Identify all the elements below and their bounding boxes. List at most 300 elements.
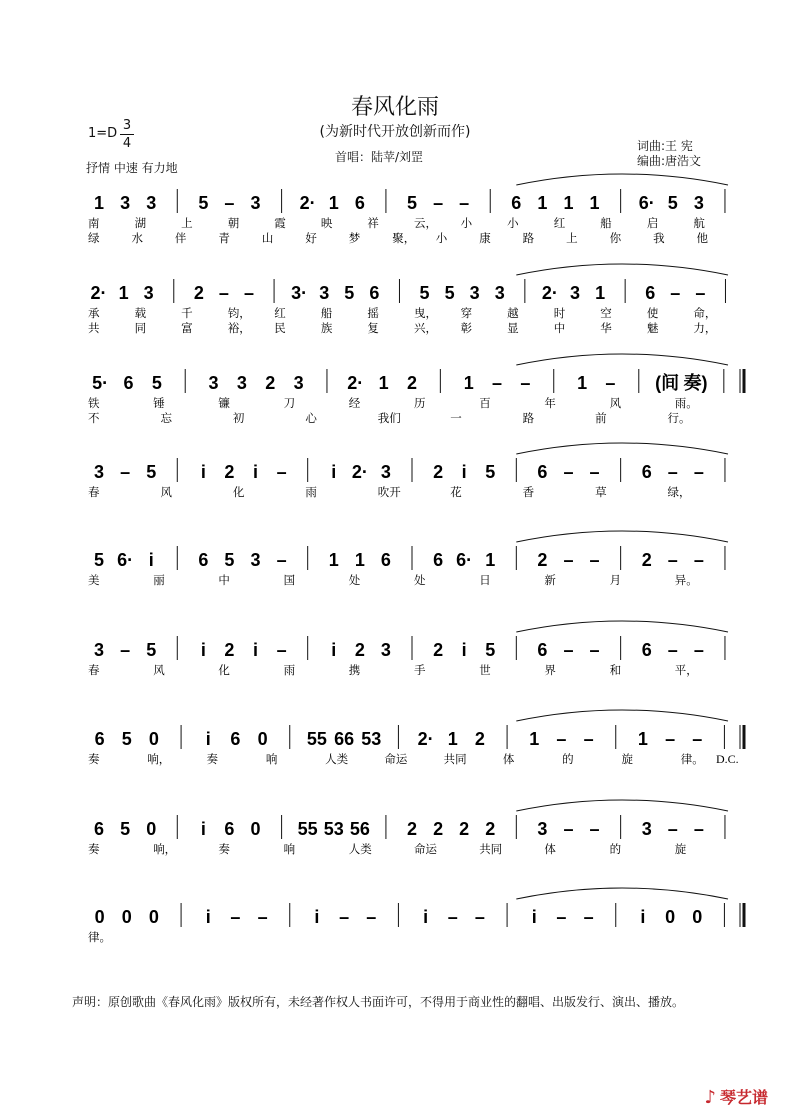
lyric: 携: [348, 663, 361, 677]
note: –: [563, 462, 574, 482]
lyric: 绿: [88, 231, 100, 245]
note: 1: [595, 283, 606, 303]
note: 0: [250, 819, 261, 839]
note: 55: [306, 729, 327, 749]
lyric: 国: [283, 573, 296, 587]
lyric: 我们: [377, 411, 401, 425]
lyric: 命运: [384, 752, 408, 766]
note: –: [693, 550, 704, 570]
lyric: 前: [595, 411, 607, 425]
note: 1: [577, 373, 588, 393]
song-title: 春风化雨: [350, 95, 439, 120]
note: 3: [250, 550, 261, 570]
note: –: [667, 640, 678, 660]
note: 1: [118, 283, 129, 303]
lyric: 南: [88, 216, 100, 230]
lyric: 草: [595, 485, 607, 499]
note: 6: [224, 819, 235, 839]
note: 3: [208, 373, 219, 393]
note: 奏): [683, 373, 708, 393]
note: –: [276, 462, 287, 482]
lyric: 康: [479, 231, 491, 245]
note: 5: [121, 729, 132, 749]
note: 2: [406, 819, 418, 839]
note: 0: [146, 819, 157, 839]
note: 3: [380, 462, 391, 482]
lyric: 绿，: [667, 485, 691, 499]
note: 3: [537, 819, 548, 839]
note: 3: [120, 193, 131, 213]
note: –: [230, 907, 241, 927]
note: i: [423, 907, 429, 927]
note: 2: [433, 462, 444, 482]
lyric: 霞: [274, 216, 286, 230]
lyric: 风: [153, 663, 165, 677]
time-signature-bottom: 4: [122, 136, 132, 151]
note: 5: [406, 193, 418, 213]
lyric: 船: [320, 306, 333, 320]
lyric: 千: [181, 306, 193, 320]
note: 3: [236, 373, 247, 393]
slur: [516, 354, 728, 365]
lyric: 响: [283, 842, 296, 856]
lyric: 的: [562, 752, 574, 766]
lyric: 越: [507, 306, 519, 320]
note: –: [589, 640, 600, 660]
note: –: [120, 640, 131, 660]
note: 0: [665, 907, 676, 927]
tempo-marking: 抒情 中速 有力地: [86, 161, 178, 175]
note: 5: [485, 462, 496, 482]
note: i: [200, 462, 206, 482]
note: –: [563, 819, 574, 839]
note: –: [556, 907, 567, 927]
lyric: 美: [88, 573, 100, 587]
note: –: [224, 193, 235, 213]
lyric: 曳，: [414, 306, 437, 320]
note: 3·: [291, 283, 308, 303]
lyric: 承: [88, 306, 100, 320]
note: 5·: [92, 373, 109, 393]
lyric: 水: [131, 231, 143, 245]
note: 2: [459, 819, 470, 839]
site-logo[interactable]: [704, 1085, 768, 1108]
lyric: 雨: [305, 485, 317, 499]
note: 1: [447, 729, 458, 749]
note: 5: [485, 640, 496, 660]
lyric: 雨。: [674, 396, 698, 410]
note: 1: [463, 373, 474, 393]
lyric: 初: [232, 411, 245, 425]
lyric: 湖: [134, 216, 147, 230]
note: 55: [297, 819, 318, 839]
arranger-credit: 编曲:唐浩文: [637, 154, 702, 168]
note: i: [461, 462, 467, 482]
lyric: 异。: [674, 573, 698, 587]
lyric: 响: [265, 752, 278, 766]
lyric: 一: [450, 411, 462, 425]
note: 1: [328, 193, 339, 213]
note: 6: [641, 640, 652, 660]
dc-marking: D.C.: [716, 752, 739, 766]
note: i: [640, 907, 646, 927]
note: 1: [637, 729, 648, 749]
lyric: 钧，: [227, 306, 251, 320]
note: 56: [349, 819, 370, 839]
note: 53: [323, 819, 344, 839]
note: 6: [537, 462, 548, 482]
lyric: 和: [609, 663, 622, 677]
lyric: 中: [553, 321, 566, 335]
note: 2: [224, 640, 235, 660]
lyric: 红: [274, 306, 286, 320]
note: 6: [94, 729, 105, 749]
lyric: 旋: [674, 842, 687, 856]
lyric: 界: [544, 663, 556, 677]
lyric: 经: [348, 396, 361, 410]
note: –: [665, 729, 676, 749]
lyric: 处: [348, 573, 361, 587]
note: 2·: [347, 373, 364, 393]
lyric: 上: [566, 231, 578, 245]
lyric: 显: [507, 321, 519, 335]
note: 3: [146, 193, 157, 213]
lyric: 月: [609, 573, 622, 587]
slur: [516, 621, 728, 632]
note: 3: [94, 640, 105, 660]
lyric: 风: [609, 396, 622, 410]
note: 5: [667, 193, 678, 213]
note: 5: [94, 550, 105, 570]
music-note-icon: ♪: [704, 1087, 716, 1108]
lyric: 裕，: [227, 321, 251, 335]
lyric: 的: [609, 842, 622, 856]
note: 2: [265, 373, 276, 393]
lyric: 吹开: [377, 485, 401, 499]
logo-text: 琴艺谱: [719, 1088, 768, 1107]
note: 3: [569, 283, 581, 303]
lyric: 奏: [88, 842, 100, 856]
note: 6: [380, 550, 391, 570]
note: –: [218, 283, 229, 303]
note: 2: [354, 640, 365, 660]
lyric: 奏: [88, 752, 100, 766]
lyric: 启: [646, 216, 659, 230]
note: 1: [94, 193, 105, 213]
note: 3: [250, 193, 261, 213]
note: 6: [641, 462, 652, 482]
slur: [516, 710, 728, 721]
note: 2·: [417, 729, 434, 749]
lyric: 力，: [693, 321, 717, 335]
note: 2·: [90, 283, 107, 303]
note: 3: [494, 283, 505, 303]
note: 6: [354, 193, 365, 213]
lyric: 旋: [621, 752, 633, 766]
note: 1: [529, 729, 540, 749]
note: 3: [641, 819, 652, 839]
key-signature: 1=D: [88, 126, 118, 141]
note: –: [583, 729, 594, 749]
lyric: 律。: [680, 752, 704, 766]
note: i: [200, 640, 206, 660]
lyric: 刀: [283, 396, 296, 410]
note: –: [695, 283, 706, 303]
note: 5: [151, 373, 162, 393]
note: 2: [485, 819, 496, 839]
note: i: [314, 907, 320, 927]
lyric: 彰: [460, 321, 473, 335]
lyric: 人类: [325, 752, 349, 766]
note: 3: [143, 283, 154, 303]
note: 5: [419, 283, 430, 303]
note: 6·: [117, 550, 134, 570]
note: 2: [537, 550, 548, 570]
note: i: [531, 907, 537, 927]
note: –: [589, 819, 600, 839]
lyric: 使: [646, 306, 659, 320]
lyric: 空: [600, 306, 612, 320]
lyric: 命，: [693, 306, 717, 320]
lyric: 你: [609, 231, 622, 245]
note: 6: [94, 819, 105, 839]
lyric: 兴，: [414, 321, 437, 335]
note: –: [474, 907, 485, 927]
lyric: 化: [232, 485, 245, 499]
note: i: [461, 640, 467, 660]
lyric: 奏: [206, 752, 219, 766]
note: –: [556, 729, 567, 749]
note: –: [276, 640, 287, 660]
note: –: [693, 640, 704, 660]
note: (间: [655, 373, 680, 393]
note: –: [447, 907, 458, 927]
note: 2: [641, 550, 652, 570]
lyric: 民: [274, 321, 286, 335]
slur: [516, 888, 728, 899]
lyric: 响，: [147, 752, 171, 766]
note: 6·: [638, 193, 655, 213]
lyric: 上: [181, 216, 193, 230]
note: 2: [224, 462, 235, 482]
lyric: 处: [414, 573, 426, 587]
lyric: 命运: [414, 842, 437, 856]
note: 6: [433, 550, 444, 570]
note: 0: [148, 729, 159, 749]
lyric: 锤: [153, 396, 165, 410]
lyric: 小: [435, 231, 448, 245]
lyric: 小: [460, 216, 473, 230]
note: –: [667, 550, 678, 570]
lyric: 华: [600, 321, 612, 335]
lyric: 路: [522, 411, 535, 425]
lyric: 丽: [153, 573, 165, 587]
note: 0: [257, 729, 268, 749]
note: 0: [121, 907, 132, 927]
note: 2: [433, 819, 444, 839]
lyric: 复: [367, 321, 379, 335]
note: 5: [120, 819, 131, 839]
note: –: [366, 907, 377, 927]
lyric: 共同: [479, 842, 503, 856]
note: 5: [198, 193, 209, 213]
note: –: [520, 373, 531, 393]
slur: [516, 174, 728, 185]
lyric: 共同: [443, 752, 467, 766]
note: –: [459, 193, 470, 213]
note: i: [331, 640, 337, 660]
note: 5: [146, 640, 157, 660]
note: 6: [198, 550, 209, 570]
lyric: 伴: [174, 231, 187, 245]
note: i: [205, 907, 211, 927]
lyric: 族: [320, 321, 333, 335]
note: 1: [589, 193, 600, 213]
song-subtitle: (为新时代开放创新而作): [319, 124, 471, 140]
note: 2: [193, 283, 204, 303]
slur: [516, 264, 728, 275]
note: 3: [319, 283, 330, 303]
lyric: 平，: [674, 663, 698, 677]
note: 1: [537, 193, 548, 213]
note: 3: [293, 373, 304, 393]
note: 6: [537, 640, 548, 660]
lyric: 路: [522, 231, 535, 245]
note: 6: [123, 373, 134, 393]
lyric: 镰: [218, 396, 230, 410]
lyric: 祥: [367, 216, 379, 230]
lyric: 朝: [227, 216, 240, 230]
note: 5: [224, 550, 235, 570]
slur: [516, 443, 728, 454]
note: –: [693, 462, 704, 482]
lyric: 奏: [218, 842, 230, 856]
lyric: 春: [88, 485, 100, 499]
slur: [516, 531, 728, 542]
note: –: [433, 193, 444, 213]
note: 2: [406, 373, 418, 393]
lyric: 魅: [646, 321, 659, 335]
lyric: 云，: [414, 216, 437, 230]
lyric: 人类: [348, 842, 372, 856]
note: 3: [94, 462, 105, 482]
singer-credit: 首唱：陆苹/刘罡: [335, 150, 424, 164]
note: 2·: [299, 193, 316, 213]
note: –: [583, 907, 594, 927]
note: 0: [94, 907, 105, 927]
lyric: 历: [414, 396, 426, 410]
note: 0: [692, 907, 703, 927]
note: 6: [511, 193, 522, 213]
lyric: 手: [414, 663, 426, 677]
lyric: 共: [88, 321, 100, 335]
note: i: [253, 462, 259, 482]
note: 1: [378, 373, 389, 393]
note: –: [692, 729, 703, 749]
lyric: 梦: [348, 231, 361, 245]
lyric: 雨: [283, 663, 296, 677]
lyric: 载: [134, 306, 147, 320]
note: 6: [230, 729, 241, 749]
lyric: 穿: [460, 306, 473, 320]
lyric: 时: [553, 306, 566, 320]
copyright-notice: 声明：原创歌曲《春风化雨》版权所有，未经著作权人书面许可，不得用于商业性的翻唱、出版发行、演出、播放。: [72, 995, 685, 1009]
lyric: 不: [88, 411, 100, 425]
note: 6: [369, 283, 380, 303]
note: –: [670, 283, 681, 303]
lyric: 小: [507, 216, 519, 230]
note: 66: [334, 729, 355, 749]
lyric: 我: [653, 231, 665, 245]
lyric: 响，: [153, 842, 177, 856]
slur: [516, 800, 728, 811]
note: 5: [146, 462, 157, 482]
note: 1: [485, 550, 496, 570]
lyric: 聚，: [392, 231, 416, 245]
note: i: [205, 729, 211, 749]
note: –: [492, 373, 503, 393]
note: 3: [469, 283, 480, 303]
note: –: [589, 462, 600, 482]
note: 2: [433, 640, 444, 660]
note: 2: [474, 729, 485, 749]
lyric: 青: [218, 231, 230, 245]
note: 2·: [351, 462, 368, 482]
lyric: 世: [479, 663, 491, 677]
note: i: [200, 819, 206, 839]
lyric: 香: [522, 485, 535, 499]
note: –: [243, 283, 255, 303]
lyric: 他: [696, 231, 709, 245]
lyric: 摇: [367, 306, 379, 320]
note: i: [253, 640, 259, 660]
lyric: 同: [134, 321, 147, 335]
note: 6·: [456, 550, 473, 570]
note: –: [667, 462, 678, 482]
note: i: [148, 550, 154, 570]
lyric: 船: [600, 216, 612, 230]
note: 1: [563, 193, 574, 213]
note: i: [331, 462, 337, 482]
note: 6: [645, 283, 656, 303]
note: –: [339, 907, 350, 927]
lyric: 日: [479, 573, 491, 587]
note: –: [563, 640, 574, 660]
lyric: 富: [181, 321, 193, 335]
note: 0: [148, 907, 159, 927]
lyric: 年: [544, 396, 556, 410]
lyric: 航: [693, 216, 705, 230]
lyric: 行。: [667, 411, 691, 425]
note: 1: [354, 550, 365, 570]
note: –: [120, 462, 131, 482]
note: 5: [444, 283, 455, 303]
lyric: 体: [502, 752, 515, 766]
note: 53: [361, 729, 382, 749]
lyric: 铁: [88, 396, 100, 410]
note: 5: [344, 283, 355, 303]
note: 1: [328, 550, 339, 570]
lyric: 花: [450, 485, 462, 499]
lyric: 风: [160, 485, 172, 499]
note: –: [605, 373, 616, 393]
lyric: 心: [305, 411, 317, 425]
note: –: [589, 550, 600, 570]
note: –: [563, 550, 574, 570]
lyric: 红: [553, 216, 566, 230]
note: 3: [693, 193, 704, 213]
lyric: 忘: [160, 411, 172, 425]
